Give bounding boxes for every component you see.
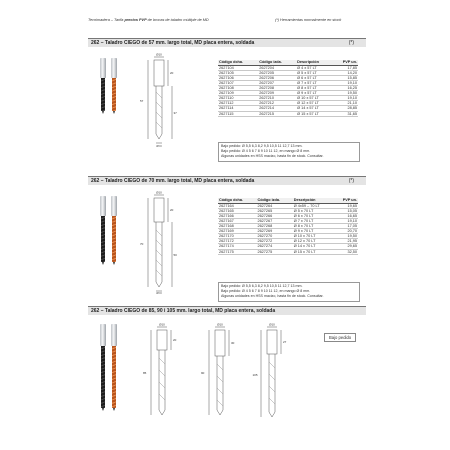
drill-right-hand-image [100, 58, 106, 114]
code-left-cell: 2627212 [258, 101, 296, 106]
order-notes: Bajo pedido: Ø 5,5 6,3 8,2 9,5 10,5 11 12,7 13 mm. Bajo pedido: Ø 4 5 6 7 8 9 10 11 12, en mango Ø 8 mm. Algunas unidades en HSS macizo, hasta fin de stock. Consultar. [218, 142, 360, 162]
on-order-badge: Bajo pedido [324, 333, 356, 342]
code-left-cell: 2627264 [256, 203, 292, 208]
dim-total-length: 85 [143, 371, 147, 375]
dim-shank-diameter: Ø10 [217, 322, 223, 327]
code-left-cell: 2627206 [258, 75, 296, 80]
page-header [80, 16, 400, 26]
code-right-cell: 2627170 [218, 234, 256, 239]
price-cell: 29,65 [334, 244, 358, 249]
price-cell: 16,25 [333, 86, 358, 91]
code-left-cell: 2627208 [258, 86, 296, 91]
price-cell: 17,85 [333, 65, 358, 70]
drill-images [98, 196, 128, 266]
price-cell: 19,65 [334, 203, 358, 208]
code-right-cell: 2627165 [218, 208, 256, 213]
price-cell: 28,85 [333, 106, 358, 111]
section-title: 262 – Taladro CIEGO de 57 mm. largo total, MD placa entera, soldada (*) [88, 38, 366, 47]
section-85-90-105mm [88, 306, 366, 426]
code-left-cell: 2627209 [258, 91, 296, 96]
drill-left-hand-image [111, 58, 117, 114]
dimension-diagram [138, 190, 180, 294]
section-title: 262 – Taladro CIEGO de 70 mm. largo total, MD placa entera, soldada (*) [88, 176, 366, 185]
price-cell: 31,65 [333, 111, 358, 116]
code-left-cell: 2627266 [256, 213, 292, 218]
price-cell: 19,10 [334, 218, 358, 223]
description-cell: Ø 8 x 70 LT [293, 224, 334, 229]
dim-cut-diameter: Ø D [156, 144, 162, 148]
description-cell: Ø 5 x 70 LT [293, 208, 334, 213]
code-right-cell: 2627105 [218, 70, 258, 75]
dim-shank-diameter: Ø10 [269, 322, 275, 327]
drill-left-hand-image [111, 324, 117, 412]
description-cell: Ø 9 x 57 LT [296, 91, 333, 96]
price-cell: 19,10 [333, 96, 358, 101]
code-left-cell: 2627267 [256, 218, 292, 223]
header-right: (*) Herramientas normalmente en stock [275, 18, 342, 22]
table-header-row: Código dcha. Código izda. Descripción PVP un. [219, 198, 357, 203]
description-cell: Ø 6 x 57 LT [296, 75, 333, 80]
code-right-cell: 2627108 [218, 86, 258, 91]
description-cell: Ø 7 x 70 LT [293, 218, 334, 223]
price-table-70mm [218, 198, 358, 255]
code-left-cell: 2627210 [258, 96, 296, 101]
description-cell: Ø 4 x 57 LT [296, 65, 333, 70]
description-cell: Ø 12 x 70 LT [293, 239, 334, 244]
code-left-cell: 2627272 [256, 239, 292, 244]
dim-total-length: 105 [252, 373, 258, 377]
drill-images [98, 58, 128, 116]
code-left-cell: 2627215 [258, 111, 296, 116]
description-cell: Ø 5 x 57 LT [296, 70, 333, 75]
section-70mm [88, 176, 366, 306]
code-right-cell: 2627167 [218, 218, 256, 223]
dim-shank-length: 27 [283, 340, 287, 344]
dimension-diagram-90 [200, 322, 240, 420]
dimension-diagram-85 [142, 322, 182, 420]
dim-shank-diameter: Ø10 [156, 190, 162, 195]
dim-shank-length: 20 [170, 208, 174, 212]
code-right-cell: 2627166 [218, 213, 256, 218]
code-right-cell: 2627169 [218, 229, 256, 234]
code-right-cell: 2627104 [218, 65, 258, 70]
code-right-cell: 2627114 [218, 106, 258, 111]
drill-right-hand-image [100, 324, 106, 412]
code-left-cell: 2627270 [256, 234, 292, 239]
dimension-diagram [138, 52, 180, 148]
code-right-cell: 2627112 [218, 101, 258, 106]
price-cell: 15,05 [334, 208, 358, 213]
table-row [218, 249, 358, 254]
section-title: 262 – Taladro CIEGO de 85, 90 i 105 mm. largo total, MD placa entera, soldada [88, 306, 366, 315]
code-right-cell: 2627164 [218, 203, 256, 208]
code-left-cell: 2627274 [256, 244, 292, 249]
code-right-cell: 2627172 [218, 239, 256, 244]
description-cell: Ø 9 x 70 LT [293, 229, 334, 234]
code-right-cell: 2627115 [218, 111, 258, 116]
description-cell: Ø 8 x 57 LT [296, 86, 333, 91]
code-right-cell: 2627175 [218, 249, 256, 254]
table-header-row: Código dcha. Código izda. Descripción PVP un. [219, 60, 357, 65]
description-cell: Ø 14 x 70 LT [293, 244, 334, 249]
code-left-cell: 2627268 [256, 224, 292, 229]
dim-total-length: 90 [201, 371, 205, 375]
dim-shank-length: 30 [231, 341, 235, 345]
price-cell: 15,85 [333, 75, 358, 80]
code-right-cell: 2627168 [218, 224, 256, 229]
code-right-cell: 2627174 [218, 244, 256, 249]
drill-right-hand-image [100, 196, 106, 266]
code-right-cell: 2627106 [218, 75, 258, 80]
code-left-cell: 2627205 [258, 70, 296, 75]
description-cell: Ø 10 x 70 LT [293, 234, 334, 239]
drill-left-hand-image [111, 196, 117, 266]
code-right-cell: 2627110 [218, 96, 258, 101]
price-cell: 14,20 [333, 70, 358, 75]
price-cell: 32,50 [334, 249, 358, 254]
description-cell: Ø 7 x 57 LT [296, 80, 333, 85]
dim-total-length: 57 [140, 99, 144, 103]
dimension-diagram-105 [252, 322, 292, 420]
description-cell: Ø 12 x 57 LT [296, 101, 333, 106]
description-cell: Ø 15 x 57 LT [296, 111, 333, 116]
code-left-cell: 2627265 [256, 208, 292, 213]
price-cell: 19,50 [334, 234, 358, 239]
code-left-cell: 2627207 [258, 80, 296, 85]
table-row [218, 111, 358, 116]
price-cell: 19,10 [333, 80, 358, 85]
drill-images [98, 324, 128, 414]
code-left-cell: 2627269 [256, 229, 292, 234]
stock-marker: (*) [348, 178, 354, 184]
code-right-cell: 2627109 [218, 91, 258, 96]
code-left-cell: 2627204 [258, 65, 296, 70]
dim-shank-length: 20 [173, 338, 177, 342]
description-cell: Ø 15 x 70 LT [293, 249, 334, 254]
description-cell: Ø 6 x 70 LT [293, 213, 334, 218]
price-table-57mm [218, 60, 358, 117]
price-cell: 21,95 [334, 239, 358, 244]
code-right-cell: 2627107 [218, 80, 258, 85]
dim-total-length: 70 [140, 242, 144, 246]
description-cell: Ø 14 x 57 LT [296, 106, 333, 111]
stock-marker: (*) [348, 40, 354, 46]
price-cell: 17,05 [334, 224, 358, 229]
code-left-cell: 2627275 [256, 249, 292, 254]
section-57mm [88, 38, 366, 168]
code-left-cell: 2627214 [258, 106, 296, 111]
dim-shank-diameter: Ø10 [156, 52, 162, 57]
dim-shank-diameter: Ø10 [159, 322, 165, 327]
dim-cut-length: 37 [173, 111, 177, 115]
dim-cut-length: 50 [173, 253, 177, 257]
price-cell: 20,70 [334, 229, 358, 234]
dim-cut-diameter: Ø D [156, 291, 162, 294]
order-notes: Bajo pedido: Ø 5,5 6,3 8,2 9,5 10,5 11 12,7 13 mm. Bajo pedido: Ø 4 5 6 7 8 9 10 11 12, en mango Ø 8 mm. Algunas unidades en HSS macizo, hasta fin de stock. Consultar. [218, 282, 360, 302]
description-cell: Ø 10 x 57 LT [296, 96, 333, 101]
price-cell: 21,10 [333, 101, 358, 106]
description-cell: Ø 4x59 – 70 LT [293, 203, 334, 208]
header-left: Tecnimadera – Tarifa precios PVP de brocas de taladro múltiple de MD [88, 18, 209, 22]
price-cell: 16,65 [334, 213, 358, 218]
price-cell: 19,50 [333, 91, 358, 96]
dim-shank-length: 20 [170, 71, 174, 75]
